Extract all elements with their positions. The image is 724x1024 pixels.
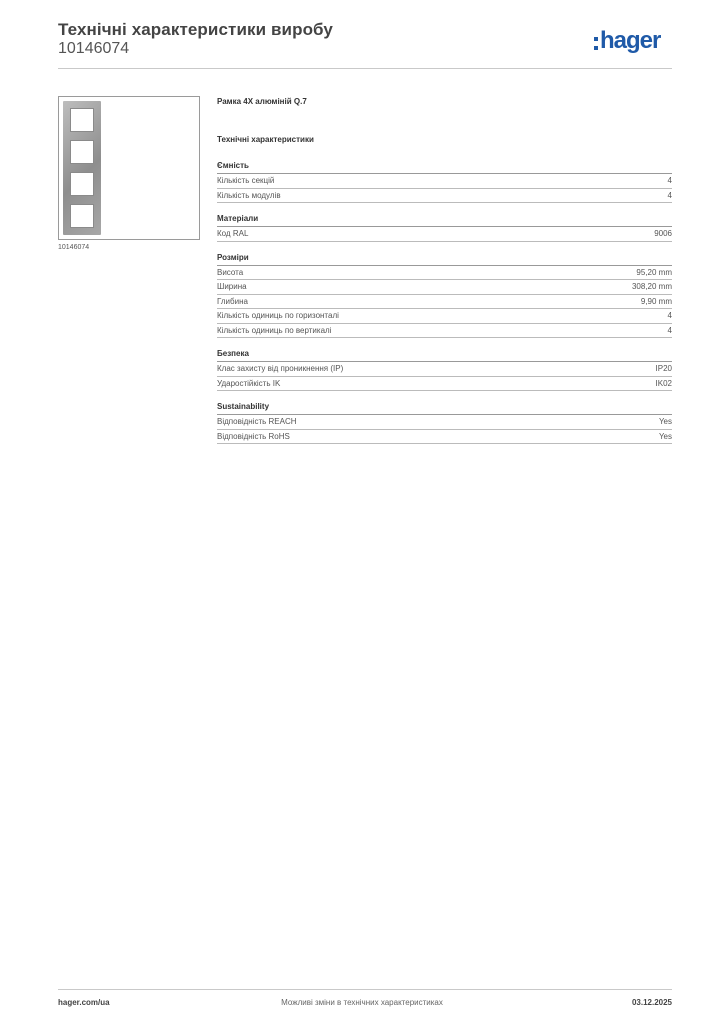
spec-row	[217, 266, 672, 281]
spec-row	[217, 280, 672, 295]
spec-row	[217, 309, 672, 324]
frame-4x-icon	[63, 101, 101, 235]
section-title: Безпека	[217, 348, 672, 362]
section-title: Ємність	[217, 160, 672, 174]
spec-section	[217, 401, 672, 444]
spec-sections	[217, 160, 672, 444]
page-title: Технічні характеристики виробу	[58, 20, 333, 39]
frame-window	[70, 204, 94, 228]
spec-value: 9,90 mm	[640, 296, 672, 306]
section-title: Sustainability	[217, 401, 672, 415]
spec-value: 4	[667, 311, 672, 320]
logo-colon-icon	[594, 37, 598, 50]
footer-website[interactable]: hager.com/ua	[58, 998, 110, 1007]
spec-value: 308,20 mm	[631, 282, 672, 291]
frame-window	[70, 140, 94, 164]
spec-value: 4	[667, 190, 672, 200]
spec-label: Кількість одиниць по вертикалі	[217, 325, 332, 335]
logo-text: hager	[600, 27, 661, 54]
spec-label: Відповідність RoHS	[217, 431, 290, 441]
hager-logo	[594, 28, 660, 58]
frame-window	[70, 172, 94, 196]
product-name: Рамка 4X алюміній Q.7	[217, 97, 307, 106]
section-title: Матеріали	[217, 213, 672, 227]
spec-label: Висота	[217, 267, 244, 277]
spec-label: Глибина	[217, 296, 248, 306]
spec-value: IP20	[655, 364, 672, 373]
spec-value: 4	[667, 325, 672, 335]
spec-label: Ширина	[217, 282, 247, 291]
spec-section	[217, 252, 672, 339]
footer-date: 03.12.2025	[631, 998, 672, 1007]
spec-value: Yes	[658, 417, 672, 426]
spec-label: Клас захисту від проникнення (IP)	[217, 364, 344, 373]
spec-row	[217, 362, 672, 377]
spec-section	[217, 213, 672, 242]
footer-divider	[58, 989, 672, 990]
product-code: 10146074	[58, 40, 130, 57]
spec-row	[217, 174, 672, 189]
spec-section	[217, 348, 672, 391]
footer-disclaimer: Можливі зміни в технічних характеристиках	[281, 998, 443, 1007]
spec-label: Кількість одиниць по горизонталі	[217, 311, 339, 320]
spec-row	[217, 189, 672, 204]
spec-heading: Технічні характеристики	[217, 135, 314, 144]
spec-row	[217, 415, 672, 430]
spec-label: Ударостійкість IK	[217, 378, 281, 388]
spec-row	[217, 295, 672, 310]
spec-content	[217, 96, 672, 454]
spec-value: 4	[667, 176, 672, 185]
spec-label: Код RAL	[217, 229, 249, 238]
spec-section	[217, 160, 672, 203]
spec-row	[217, 377, 672, 392]
product-image	[58, 96, 200, 240]
spec-label: Кількість модулів	[217, 190, 281, 200]
frame-window	[70, 108, 94, 132]
image-caption: 10146074	[58, 244, 90, 251]
spec-value: 95,20 mm	[636, 267, 672, 277]
spec-label: Відповідність REACH	[217, 417, 297, 426]
spec-row	[217, 430, 672, 445]
spec-label: Кількість секцій	[217, 176, 275, 185]
spec-value: 9006	[654, 229, 672, 238]
spec-value: IK02	[655, 378, 672, 388]
spec-row	[217, 227, 672, 242]
header-divider	[58, 68, 672, 69]
section-title: Розміри	[217, 252, 672, 266]
spec-row	[217, 324, 672, 339]
spec-value: Yes	[658, 431, 672, 441]
